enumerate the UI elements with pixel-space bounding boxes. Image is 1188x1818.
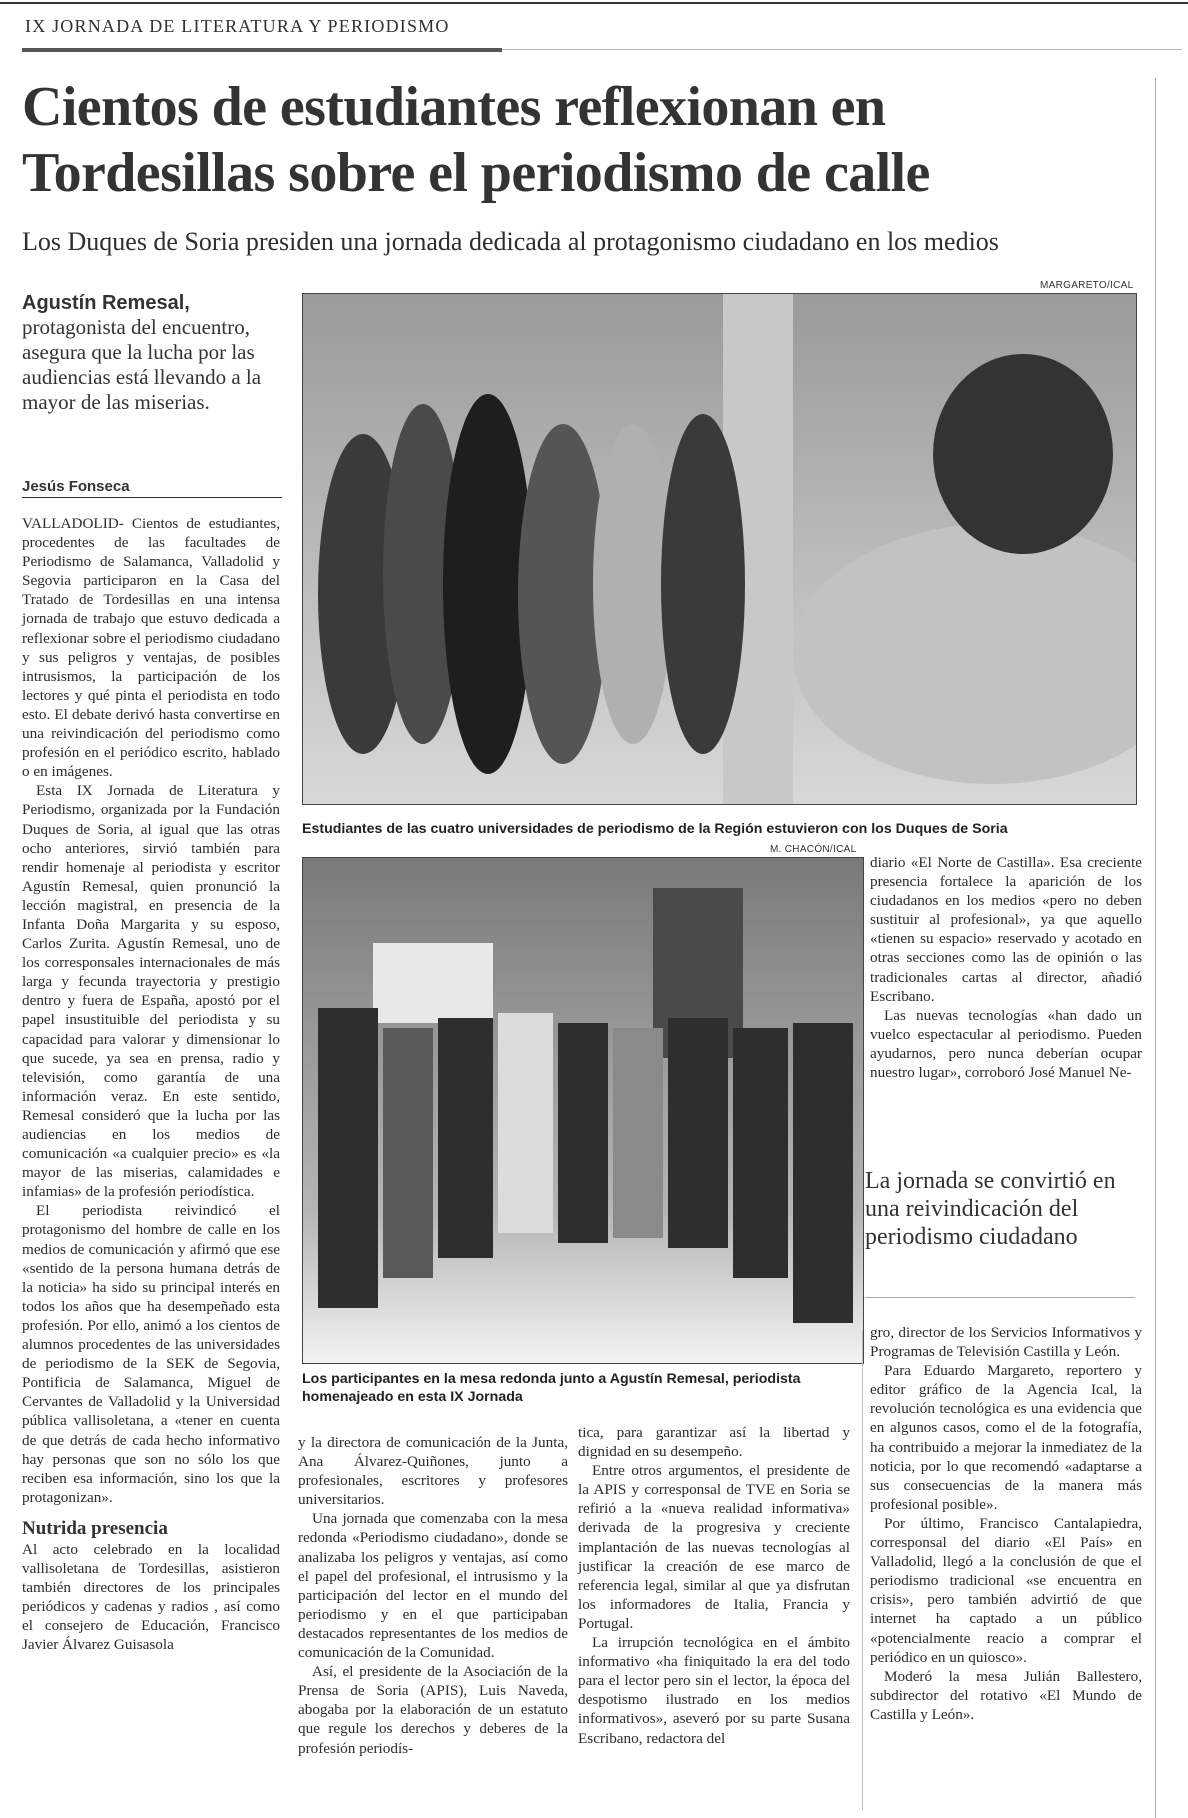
article-column-4b: [870, 1323, 1142, 1724]
column-divider: [862, 1330, 863, 1810]
paragraph: El periodista reivindicó el protagonismo del hombre de calle en los medios de comunicación y afirmó que ese «sentido de la persona humana detrás de la noticia» ha sido su principal interés en todos los años que ha desempeñado esta profesión. Por ello, animó a los cientos de alumnos procedentes de las universidades de periodismo de la SEK de Segovia, Pontificia de Salamanca, Miguel de Cervantes de Valladolid y la Universidad pública vallisoletana, a «tener en cuenta de que detrás de cada hecho informativo hay personas que son no sólo los que reciben esa información, sino los que la protagonizan».: [22, 1202, 280, 1506]
paragraph: La irrupción tecnológica en el ámbito informativo «ha finiquitado la era del todo para el lector pero sin el lector, la época del despotismo ilustrado en los medios informativos», aseveró por su parte Susana Escribano, redactora del: [578, 1634, 850, 1747]
paragraph: y la directora de comunicación de la Junta, Ana Álvarez-Quiñones, junto a profesionales, escritores y profesores universitarios.: [298, 1434, 568, 1509]
paragraph: Así, el presidente de la Asociación de la Prensa de Soria (APIS), Luis Naveda, abogaba por la elaboración de un estatuto que regule los derechos y deberes de la profesión periodís-: [298, 1663, 568, 1757]
article-column-1: [22, 514, 280, 1655]
subtitle: Nutrida presencia: [22, 1517, 168, 1539]
paragraph: Al acto celebrado en la localidad vallisoletana de Tordesillas, asistieron también directores de los principales periódicos y cadenas y radios , así como el consejero de Educación, Francisco Javier Álvarez Guisasola: [22, 1540, 280, 1654]
paragraph: Por último, Francisco Cantalapiedra, corresponsal del diario «El País» en Valladolid, llegó a la conclusión de que el periodismo tradicional «se encuentra en crisis», pero también advirtió de que internet ha captado a un público «potencialmente reacio a comprar el periódico en un quiosco».: [870, 1514, 1142, 1666]
paragraph: Moderó la mesa Julián Ballestero, subdirector del rotativo «El Mundo de Castilla y León».: [870, 1667, 1142, 1723]
photo-credit-2: M. CHACÓN/ICAL: [770, 844, 857, 855]
lead-quote: [22, 292, 290, 415]
paragraph: gro, director de los Servicios Informativos y Programas de Televisión Castilla y León.: [870, 1324, 1142, 1361]
headline: [22, 74, 930, 206]
section-header: IX JORNADA DE LITERATURA Y PERIODISMO: [25, 16, 450, 36]
subheadline: Los Duques de Soria presiden una jornada dedicada al protagonismo ciudadano en los medios: [22, 227, 999, 256]
paragraph: Las nuevas tecnologías «han dado un vuelco espectacular al periodismo. Pueden ayudarnos, pero nunca deberían ocupar nuestro lugar», corroboró José Manuel Ne-: [870, 1006, 1142, 1082]
photo-image: [303, 294, 1136, 804]
paragraph: VALLADOLID- Cientos de estudiantes, procedentes de las facultades de Periodismo de Salamanca, Valladolid y Segovia participaron en la Casa del Tratado de Tordesillas en una intensa jornada de trabajo que estuvo dedicada a reflexionar sobre el periodismo ciudadano y sus peligros y ventajas, de posibles intrusismos, la participación de los lectores y qué pinta el periodista en todo esto. El debate derivó hasta convertirse en una reivindicación del periodismo como profesión en el periódico escrito, hablado o en imágenes.: [22, 515, 280, 781]
section-rule: [22, 48, 502, 52]
byline-rule: [22, 497, 282, 498]
pull-quote: La jornada se convirtió en una reivindicación del periodismo ciudadano: [865, 1168, 1116, 1250]
top-rule: [0, 2, 1188, 4]
article-column-4: [870, 853, 1142, 1082]
byline: Jesús Fonseca: [22, 478, 130, 495]
photo-round-table: [302, 857, 864, 1364]
section-rule-light: [502, 49, 1182, 50]
headline-line-1: Cientos de estudiantes reflexionan en: [22, 76, 886, 138]
paragraph: Para Eduardo Margareto, reportero y editor gráfico de la Agencia Ical, la revolución tecnológica es una evidencia que en algunos casos, como el de la fotografía, ha contribuido a mejorar la inmediatez de la noticia, por lo que recomendó «adaptarse a sus consecuencias de la manera más profesional posible».: [870, 1362, 1142, 1513]
paragraph: tica, para garantizar así la libertad y dignidad en su desempeño.: [578, 1424, 850, 1461]
photo-caption-2: Los participantes en la mesa redonda junto a Agustín Remesal, periodista homenajeado en esta IX Jornada: [302, 1371, 801, 1405]
paragraph: diario «El Norte de Castilla». Esa creciente presencia fortalece la aparición de los ciudadanos en los medios «pero no deben sustituir al profesional», ya que aquello «tienen su espacio» reservado y acotado en otras secciones como las de opinión o las tradicionales cartas al director, añadió Escribano.: [870, 854, 1142, 1005]
column-divider-right: [1155, 78, 1156, 1818]
photo-students-duques: [302, 293, 1137, 805]
article-column-3: [578, 1423, 850, 1748]
lead-text: protagonista del encuentro, asegura que la lucha por las audiencias está llevando a la mayor de las miserias.: [22, 315, 262, 414]
pull-quote-rule: [865, 1297, 1135, 1298]
photo-caption-1: Estudiantes de las cuatro universidades de periodismo de la Región estuvieron con los Duques de Soria: [302, 821, 1008, 837]
paragraph: Esta IX Jornada de Literatura y Periodismo, organizada por la Fundación Duques de Soria, al igual que las otras ocho anteriores, sirvió también para rendir homenaje al periodista y escritor Agustín Remesal, quien pronunció la lección magistral, en presencia de la Infanta Doña Margarita y su esposo, Carlos Zurita. Agustín Remesal, uno de los corresponsales internacionales de más larga y fecunda trayectoria y prestigio dentro y fuera de España, apostó por el papel insustituible del periodista y su capacidad para valorar y dimensionar lo que sucede, ya sea en prensa, radio y televisión, como garantía de una información veraz. En este sentido, Remesal consideró que la lucha por las audiencias en los medios de comunicación «a cualquier precio» es «la mayor de las miserias, calamidades e infamias» de la profesión periodística.: [22, 782, 280, 1201]
article-column-2: [298, 1433, 568, 1758]
paragraph: Una jornada que comenzaba con la mesa redonda «Periodismo ciudadano», donde se analizaba los peligros y ventajas, así como el papel del profesional, el intrusismo y la participación del lector en el mundo del periodismo y en el que participaban destacados representantes de los medios de comunicación de la Comunidad.: [298, 1510, 568, 1662]
photo-credit-1: MARGARETO/ICAL: [1040, 280, 1134, 291]
headline-line-2: Tordesillas sobre el periodismo de calle: [22, 142, 930, 204]
photo-image: [303, 858, 863, 1363]
lead-name: Agustín Remesal,: [22, 292, 190, 314]
paragraph: Entre otros argumentos, el presidente de la APIS y corresponsal de TVE en Soria se refirió a la «nueva realidad informativa» derivada de la progresiva y creciente implantación de las nuevas tecnologías al justificar la creación de ese marco de referencia legal, similar al que ya disfrutan los informadores de Italia, Francia y Portugal.: [578, 1462, 850, 1632]
